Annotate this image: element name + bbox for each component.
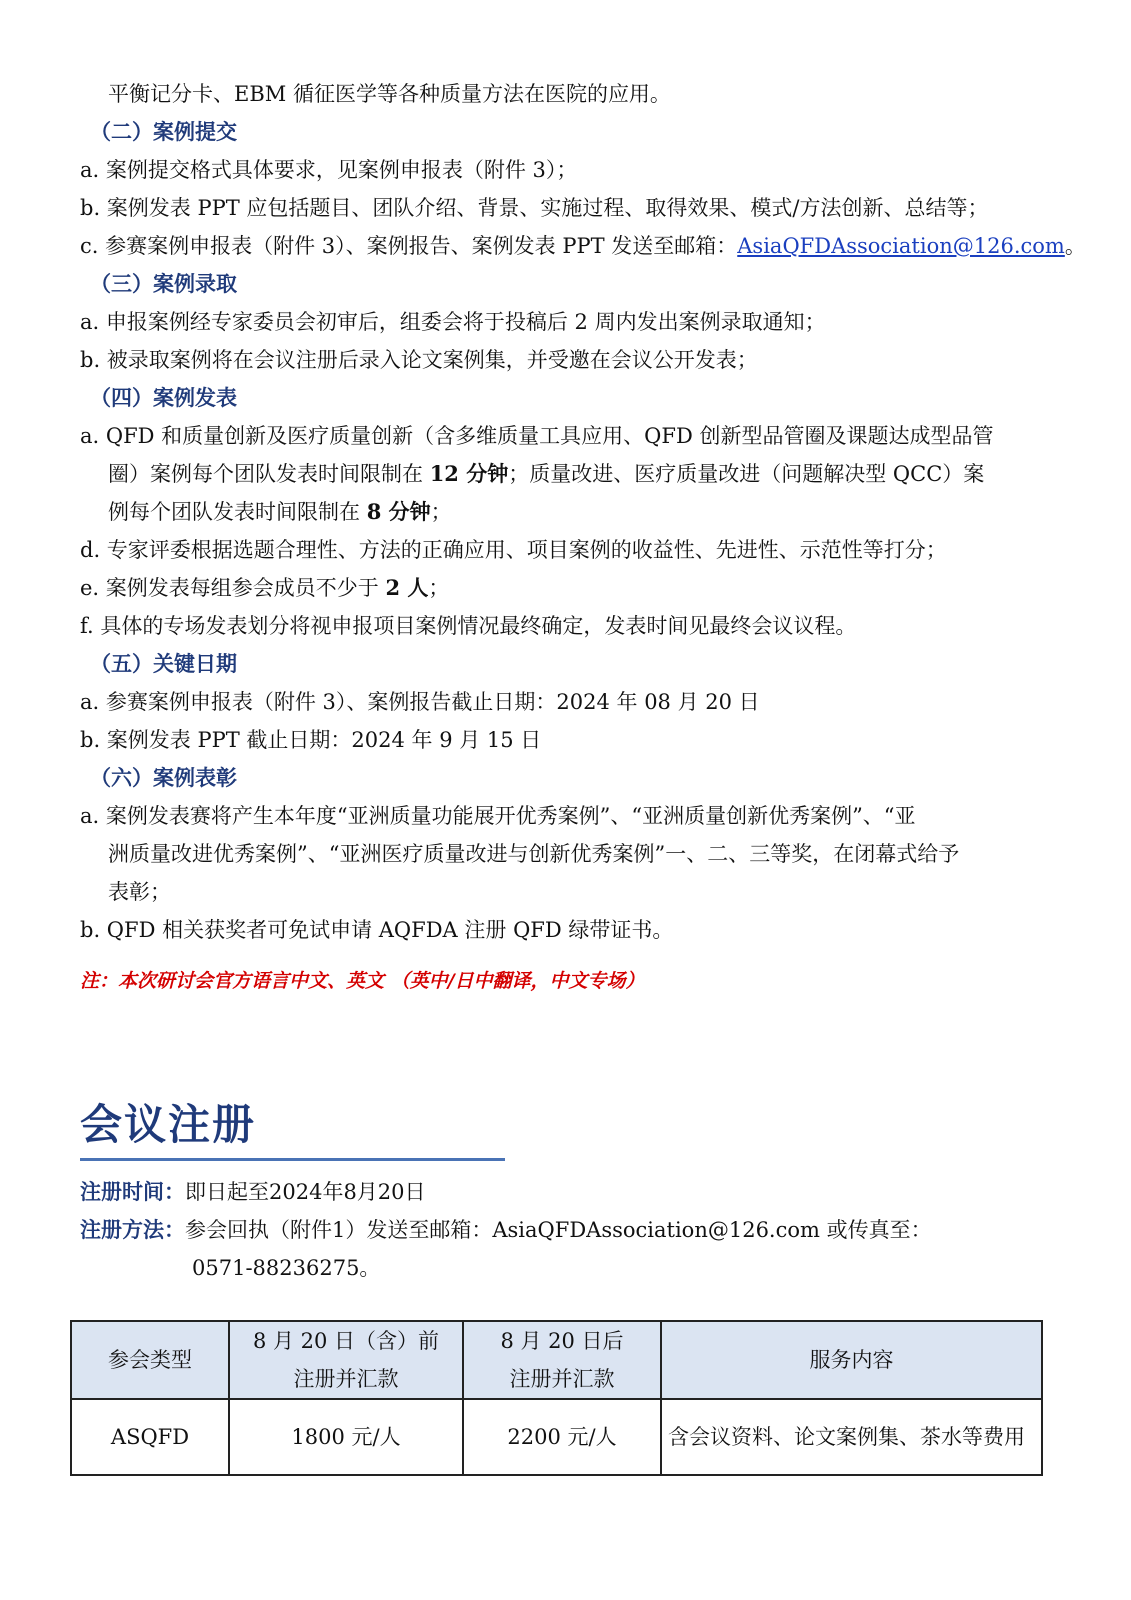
header-service: 服务内容 — [661, 1321, 1042, 1399]
list-item: b. 案例发表 PPT 应包括题目、团队介绍、背景、实施过程、取得效果、模式/方法创新、总结等； — [80, 196, 989, 220]
list-item: b. 被录取案例将在会议注册后录入论文案例集，并受邀在会议公开发表； — [80, 348, 758, 372]
time-limit-8: 8 分钟 — [366, 499, 431, 524]
header-early-line1: 8 月 20 日（含）前 — [252, 1329, 440, 1353]
list-item-continuation: 洲质量改进优秀案例”、“亚洲医疗质量改进与创新优秀案例”一、二、三等奖，在闭幕式给予 — [108, 842, 960, 866]
registration-fax: 0571-88236275。 — [192, 1256, 381, 1280]
list-item: a. 参赛案例申报表（附件 3）、案例报告截止日期：2024 年 08 月 20 日 — [80, 690, 760, 714]
registration-method-value: 参会回执（附件1）发送至邮箱：AsiaQFDAssociation@126.com 或传真至： — [185, 1218, 932, 1242]
email-link[interactable]: AsiaQFDAssociation@126.com — [737, 234, 1065, 258]
registration-method — [80, 1216, 932, 1244]
min-members: 2 人 — [385, 575, 429, 600]
list-item-text: c. 参赛案例申报表（附件 3）、案例报告、案例发表 PPT 发送至邮箱： — [80, 234, 738, 258]
list-item: a. 案例提交格式具体要求，见案例申报表（附件 3）； — [80, 158, 578, 182]
language-note: 注：本次研讨会官方语言中文、英文 （英中/日中翻译，中文专场） — [80, 970, 645, 992]
section-title-admission: （三）案例录取 — [90, 271, 237, 296]
header-early-line2: 注册并汇款 — [293, 1367, 399, 1391]
list-item: a. 申报案例经专家委员会初审后，组委会将于投稿后 2 周内发出案例录取通知； — [80, 310, 826, 334]
header-late-line2: 注册并汇款 — [509, 1367, 615, 1391]
text: ；质量改进、医疗质量改进（问题解决型 QCC）案 — [508, 462, 985, 486]
list-item-continuation — [108, 460, 984, 488]
registration-method-label: 注册方法： — [80, 1217, 185, 1242]
list-item-continuation: 表彰； — [108, 880, 171, 904]
header-late — [463, 1321, 661, 1399]
list-item: a. 案例发表赛将产生本年度“亚洲质量功能展开优秀案例”、“亚洲质量创新优秀案例”、“亚 — [80, 804, 916, 828]
header-late-line1: 8 月 20 日后 — [500, 1329, 624, 1353]
list-item-email — [80, 232, 1086, 260]
header-type: 参会类型 — [71, 1321, 229, 1399]
cell-late-fee: 2200 元/人 — [463, 1399, 661, 1475]
text: 例每个团队发表时间限制在 — [108, 500, 367, 524]
table-row — [71, 1399, 1042, 1475]
list-item: f. 具体的专场发表划分将视申报项目案例情况最终确定，发表时间见最终会议议程。 — [80, 614, 857, 638]
section-title-presentation: （四）案例发表 — [90, 385, 237, 410]
section-title-key-dates: （五）关键日期 — [90, 651, 237, 676]
list-item-continuation — [108, 498, 452, 526]
section-title-awards: （六）案例表彰 — [90, 765, 237, 790]
text: ； — [430, 500, 452, 524]
registration-heading: 会议注册 — [80, 1100, 257, 1149]
cell-type: ASQFD — [71, 1399, 229, 1475]
cell-service: 含会议资料、论文案例集、茶水等费用 — [661, 1399, 1042, 1475]
cell-early-fee: 1800 元/人 — [229, 1399, 463, 1475]
list-item — [80, 574, 449, 602]
text: e. 案例发表每组参会成员不少于 — [80, 576, 386, 600]
list-item: a. QFD 和质量创新及医疗质量创新（含多维质量工具应用、QFD 创新型品管圈及课题达成型品管 — [80, 424, 994, 448]
text: ； — [428, 576, 450, 600]
section-title-submission: （二）案例提交 — [90, 119, 237, 144]
table-header-row — [71, 1321, 1042, 1399]
list-item-suffix: 。 — [1064, 234, 1086, 258]
time-limit-12: 12 分钟 — [429, 461, 509, 486]
header-early — [229, 1321, 463, 1399]
fee-table — [70, 1320, 1043, 1476]
registration-time-label: 注册时间： — [80, 1179, 185, 1204]
text: 圈）案例每个团队发表时间限制在 — [108, 462, 430, 486]
registration-time — [80, 1178, 426, 1206]
continuation-line: 平衡记分卡、EBM 循征医学等各种质量方法在医院的应用。 — [108, 82, 671, 106]
list-item: b. QFD 相关获奖者可免试申请 AQFDA 注册 QFD 绿带证书。 — [80, 918, 674, 942]
registration-time-value: 即日起至2024年8月20日 — [185, 1180, 426, 1204]
heading-underline — [80, 1158, 505, 1161]
list-item: b. 案例发表 PPT 截止日期：2024 年 9 月 15 日 — [80, 728, 542, 752]
list-item: d. 专家评委根据选题合理性、方法的正确应用、项目案例的收益性、先进性、示范性等打分； — [80, 538, 947, 562]
